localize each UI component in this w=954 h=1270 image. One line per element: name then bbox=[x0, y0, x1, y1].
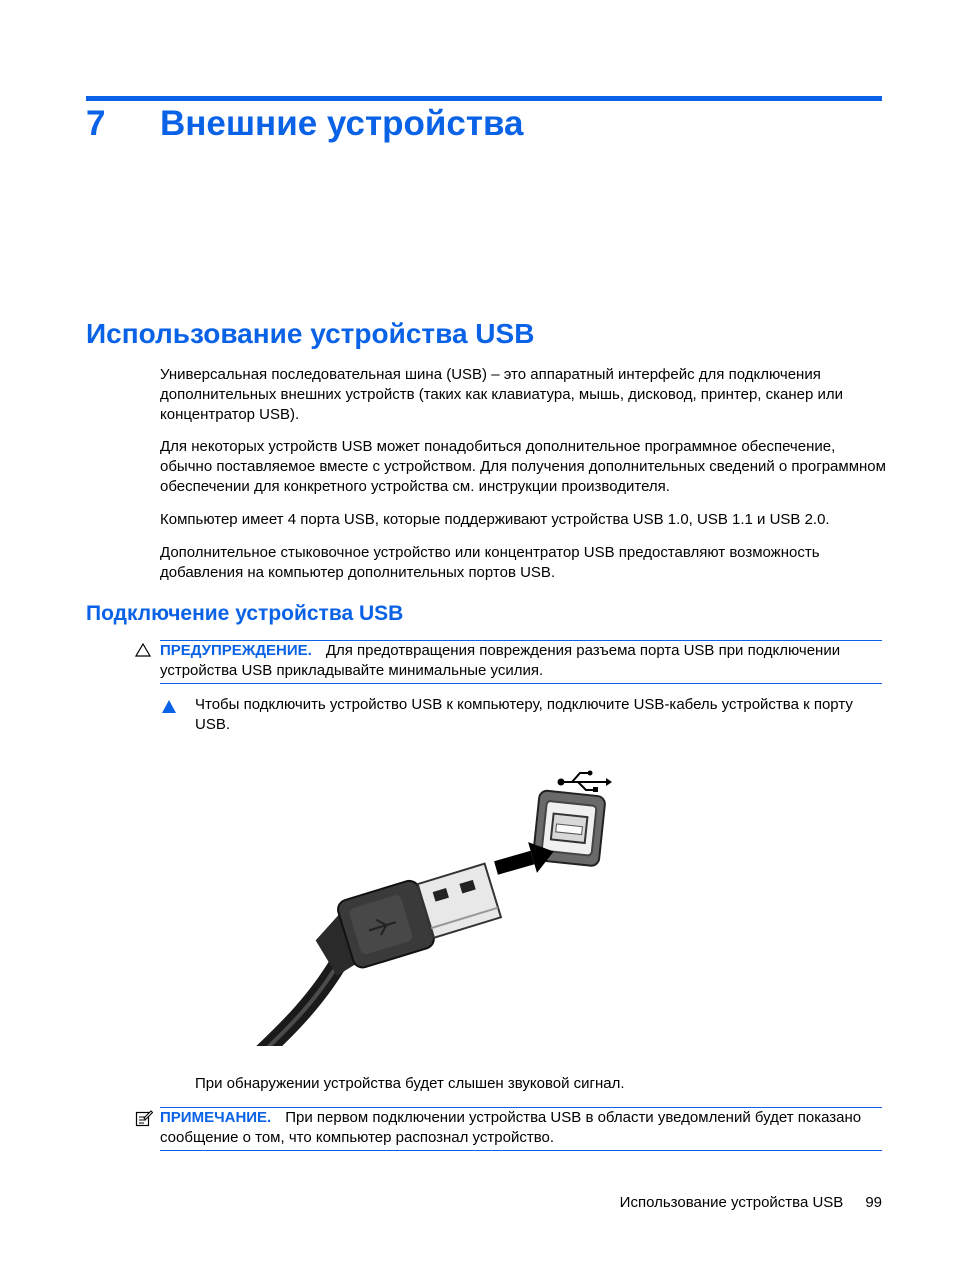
note-label: ПРИМЕЧАНИЕ. bbox=[160, 1109, 272, 1126]
usb-connection-illustration bbox=[192, 764, 622, 1046]
usb-cable-plug bbox=[194, 858, 524, 1046]
chapter-title bbox=[86, 104, 524, 144]
paragraph-usb-ports: Компьютер имеет 4 порта USB, которые поддерживают устройства USB 1.0, USB 1.1 и USB 2.0. bbox=[160, 511, 830, 528]
caution-text: Для предотвращения повреждения разъема порта USB при подключении устройства USB прикладывайте минимальные усилия. bbox=[160, 642, 841, 679]
page-number: 99 bbox=[865, 1194, 882, 1211]
detection-text: При обнаружении устройства будет слышен звуковой сигнал. bbox=[195, 1075, 625, 1092]
footer-section-name: Использование устройства USB bbox=[619, 1194, 844, 1211]
chapter-title-text: Внешние устройства bbox=[160, 104, 524, 143]
caution-box bbox=[160, 640, 882, 684]
note-pencil-icon bbox=[135, 1109, 153, 1127]
paragraph-usb-software: Для некоторых устройств USB может понадобиться дополнительное программное обеспечение, обычно поставляемое вместе с устройством. Для получения дополнительных сведений о программном обеспечении для конкретного устройства см. инструкции производителя. bbox=[160, 438, 886, 495]
paragraph-usb-intro: Универсальная последовательная шина (USB) – это аппаратный интерфейс для подключения дополнительных внешних устройств (таких как клавиатура, мышь, дисковод, принтер, сканер или концентратор USB). bbox=[160, 366, 844, 423]
paragraph-usb-hub: Дополнительное стыковочное устройство или концентратор USB предоставляют возможность добавления на компьютер дополнительных портов USB. bbox=[160, 544, 820, 581]
caution-triangle-icon bbox=[135, 643, 151, 657]
note-box bbox=[160, 1107, 882, 1151]
page-footer bbox=[620, 1194, 882, 1211]
step-text: Чтобы подключить устройство USB к компьютеру, подключите USB-кабель устройства к порту USB. bbox=[195, 696, 853, 733]
usb-symbol-icon bbox=[558, 771, 613, 793]
step-triangle-icon bbox=[162, 700, 176, 713]
caution-label: ПРЕДУПРЕЖДЕНИЕ. bbox=[160, 642, 312, 659]
section-title: Использование устройства USB bbox=[86, 318, 535, 349]
chapter-rule bbox=[86, 96, 882, 101]
subsection-title: Подключение устройства USB bbox=[86, 602, 404, 625]
chapter-number: 7 bbox=[86, 104, 106, 143]
note-text: При первом подключении устройства USB в области уведомлений будет показано сообщение о том, что компьютер распознал устройство. bbox=[160, 1109, 862, 1146]
